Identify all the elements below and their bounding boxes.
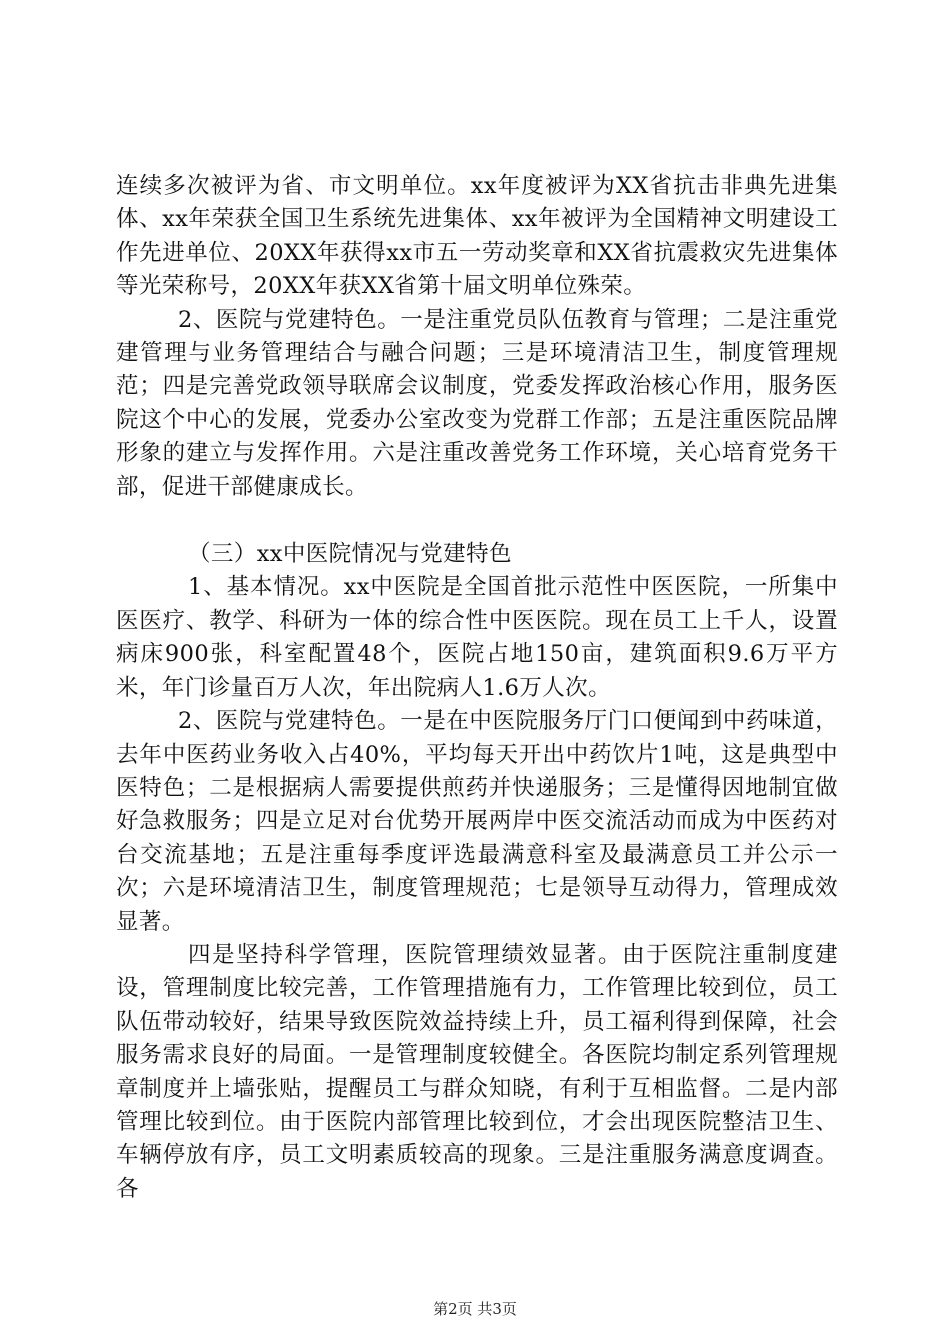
paragraph-basic-info: 1、基本情况。xx中医院是全国首批示范性中医医院，一所集中医医疗、教学、科研为一体的综合性中医医院。现在员工上千人，设置病床900张，科室配置48个，医院占地150亩，建筑面积9.6万平方米，年门诊量百万人次，年出院病人1.6万人次。 xyxy=(116,574,838,701)
paragraph-honors: 连续多次被评为省、市文明单位。xx年度被评为XX省抗击非典先进集体、xx年荣获全国卫生系统先进集体、xx年被评为全国精神文明建设工作先进单位、20XX年获得xx市五一劳动奖章和XX省抗震救灾先进集体等光荣称号，20XX年获XX省第十届文明单位殊荣。 xyxy=(116,173,838,300)
paragraph-scientific-management: 四是坚持科学管理，医院管理绩效显著。由于医院注重制度建设，管理制度比较完善，工作管理措施有力，工作管理比较到位，员工队伍带动较好，结果导致医院效益持续上升，员工福利得到保障，社会服务需求良好的局面。一是管理制度较健全。各医院均制定系列管理规章制度并上墙张贴，提醒员工与群众知晓，有利于互相监督。二是内部管理比较到位。由于医院内部管理比较到位，才会出现医院整洁卫生、车辆停放有序，员工文明素质较高的现象。三是注重服务满意度调查。各 xyxy=(116,941,838,1202)
page-footer: 第2页 共3页 xyxy=(433,1300,517,1318)
document-body xyxy=(116,170,838,1206)
paragraph-hospital-party-features-1: 2、医院与党建特色。一是注重党员队伍教育与管理；二是注重党建管理与业务管理结合与融合问题；三是环境清洁卫生，制度管理规范；四是完善党政领导联席会议制度，党委发挥政治核心作用，服务医院这个中心的发展，党委办公室改变为党群工作部；五是注重医院品牌形象的建立与发挥作用。六是注重改善党务工作环境，关心培育党务干部，促进干部健康成长。 xyxy=(116,306,838,500)
paragraph-hospital-party-features-2: 2、医院与党建特色。一是在中医院服务厅门口便闻到中药味道，去年中医药业务收入占40%，平均每天开出中药饮片1吨，这是典型中医特色；二是根据病人需要提供煎药并快递服务；三是懂得因地制宜做好急救服务；四是立足对台优势开展两岸中医交流活动而成为中医药对台交流基地；五是注重每季度评选最满意科室及最满意员工并公示一次；六是环境清洁卫生，制度管理规范；七是领导互动得力，管理成效显著。 xyxy=(116,708,838,935)
section-heading-tcm-hospital: （三）xx中医院情况与党建特色 xyxy=(188,541,512,568)
